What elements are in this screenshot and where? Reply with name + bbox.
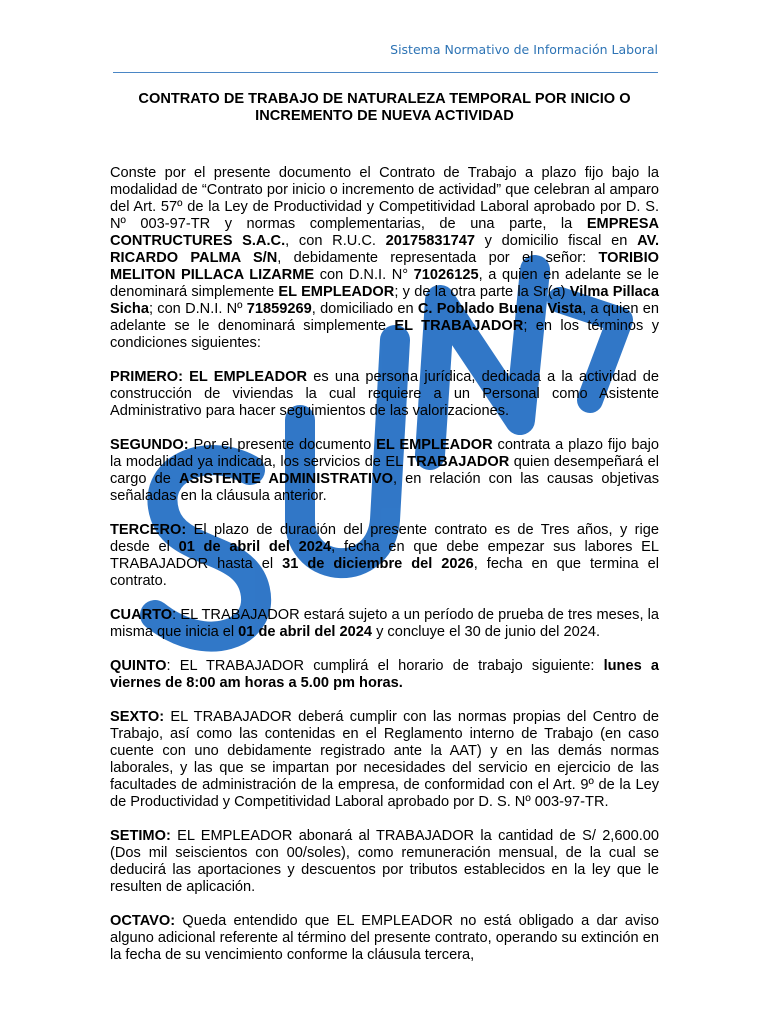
intro-text: , domiciliado en bbox=[311, 301, 418, 317]
clause-text: : EL TRABAJADOR cumplirá el horario de trabajo siguiente: bbox=[166, 658, 604, 674]
clause-text: quien desempeñará el cargo de bbox=[110, 454, 659, 487]
intro-text: con D.N.I. N° bbox=[314, 267, 414, 283]
probation-start-date: 01 de abril del 2024 bbox=[238, 624, 373, 640]
clause-text: Por el presente documento bbox=[188, 437, 377, 453]
intro-text: , a quien en adelante se le denominará simplemente bbox=[110, 267, 659, 300]
clause-text: , en relación con las causas objetivas señaladas en la cláusula anterior. bbox=[110, 471, 659, 504]
clause-text: es una persona jurídica, dedicada a la actividad de construcción de viviendas la cual requiere a un Personal como Asistente Administrativo para hacer seguimientos de las valorizaciones. bbox=[110, 369, 659, 419]
clause-setimo bbox=[110, 828, 659, 896]
clause-heading: SETIMO: bbox=[110, 828, 171, 844]
worker-dni: 71859269 bbox=[246, 301, 312, 317]
work-schedule: lunes a viernes de 8:00 am horas a 5.00 pm horas. bbox=[110, 658, 659, 691]
employer-company-name: EMPRESA CONTRUCTURES S.A.C. bbox=[110, 216, 659, 249]
title-line-1: CONTRATO DE TRABAJO DE NATURALEZA TEMPORAL POR INICIO O bbox=[138, 91, 631, 107]
clause-octavo bbox=[110, 913, 659, 964]
intro-text: , a quien en adelante se le denominará simplemente bbox=[110, 301, 659, 334]
clause-text: contrata a plazo fijo bajo la modalidad ya indicada, los servicios de EL bbox=[110, 437, 660, 470]
intro-text: y domicilio fiscal en bbox=[474, 233, 638, 249]
end-date: 31 de diciembre del 2026 bbox=[282, 556, 474, 572]
clause-bold: EL EMPLEADOR bbox=[376, 437, 493, 453]
clause-text: El plazo de duración del presente contrato es de Tres años, y rige desde el bbox=[110, 522, 659, 555]
worker-term: EL TRABAJADOR bbox=[394, 318, 524, 334]
intro-text: , con R.U.C. bbox=[285, 233, 386, 249]
representative-dni: 71026125 bbox=[413, 267, 479, 283]
clause-text: : EL TRABAJADOR estará sujeto a un período de prueba de tres meses, la misma que inicia el bbox=[110, 607, 659, 640]
clause-text: Queda entendido que EL EMPLEADOR no está obligado a dar aviso alguno adicional referente al término del presente contrato, operando su extinción en la fecha de su vencimiento conforme la cláusula tercera, bbox=[110, 913, 659, 963]
start-date: 01 de abril del 2024 bbox=[178, 539, 332, 555]
intro-text: Conste por el presente documento el Contrato de Trabajo a plazo fijo bajo la modalidad de “Contrato por inicio o incremento de actividad” que celebran al amparo del Art. 57º de la Ley de Productividad y Competitividad Laboral aprobado por D. S. Nº 003-97-TR y normas complementarias, de una parte, la bbox=[110, 165, 659, 232]
clause-heading: CUARTO bbox=[110, 607, 173, 623]
clause-text: , fecha en que termina el contrato. bbox=[110, 556, 659, 589]
worker-address: C. Poblado Buena Vista bbox=[417, 301, 583, 317]
document-body bbox=[110, 91, 659, 981]
employer-ruc: 20175831747 bbox=[385, 233, 475, 249]
header-system-name: Sistema Normativo de Información Laboral bbox=[390, 42, 658, 57]
clause-sexto bbox=[110, 709, 659, 811]
clause-bold: TRABAJADOR bbox=[407, 454, 510, 470]
contract-content bbox=[110, 165, 659, 964]
clause-heading: SEGUNDO: bbox=[110, 437, 189, 453]
clause-heading: OCTAVO: bbox=[110, 913, 176, 929]
representative-name: TORIBIO MELITON PILLACA LIZARME bbox=[110, 250, 659, 283]
clause-text: EL TRABAJADOR deberá cumplir con las normas propias del Centro de Trabajo, así como las contenidas en el Reglamento interno de Trabajo (en caso cuente con uno debidamente registrado ante la AAT) y en las demás normas laborales, y las que se impartan por necesidades del servicio en ejercicio de las facultades de administración de la empresa, de conformidad con el Art. 9º de la Ley de Productividad y Competitividad Laboral aprobado por D. S. Nº 003-97-TR. bbox=[110, 709, 659, 810]
clause-text: , fecha en que debe empezar sus labores EL TRABAJADOR hasta el bbox=[110, 539, 660, 572]
document-title bbox=[110, 91, 659, 125]
intro-paragraph bbox=[110, 165, 659, 352]
intro-text: ; con D.N.I. Nº bbox=[148, 301, 247, 317]
intro-text: , debidamente representada por el señor: bbox=[277, 250, 599, 266]
clause-primero bbox=[110, 369, 659, 420]
clause-text: y concluye el 30 de junio del 2024. bbox=[372, 624, 601, 640]
clause-segundo bbox=[110, 437, 659, 505]
clause-cuarto bbox=[110, 607, 659, 641]
clause-heading: SEXTO: bbox=[110, 709, 165, 725]
intro-text: ; y de la otra parte la Sr(a) bbox=[394, 284, 570, 300]
title-line-2: INCREMENTO DE NUEVA ACTIVIDAD bbox=[255, 108, 514, 124]
clause-quinto bbox=[110, 658, 659, 692]
worker-name: Vilma Pillaca Sicha bbox=[110, 284, 659, 317]
header-divider bbox=[113, 72, 658, 73]
employer-address: AV. RICARDO PALMA S/N bbox=[110, 233, 660, 266]
job-title: ASISTENTE ADMINISTRATIVO bbox=[178, 471, 393, 487]
intro-text: ; en los términos y condiciones siguientes: bbox=[110, 318, 659, 351]
clause-text: EL EMPLEADOR abonará al TRABAJADOR la cantidad de S/ 2,600.00 (Dos mil seiscientos con 00/soles), como remuneración mensual, de la cual se deducirá las aportaciones y descuentos por tributos establecidos en la ley que le resulten de aplicación. bbox=[110, 828, 659, 895]
clause-heading: PRIMERO: EL EMPLEADOR bbox=[110, 369, 308, 385]
clause-tercero bbox=[110, 522, 659, 590]
clause-heading: QUINTO bbox=[110, 658, 167, 674]
employer-term: EL EMPLEADOR bbox=[278, 284, 395, 300]
clause-heading: TERCERO: bbox=[110, 522, 187, 538]
